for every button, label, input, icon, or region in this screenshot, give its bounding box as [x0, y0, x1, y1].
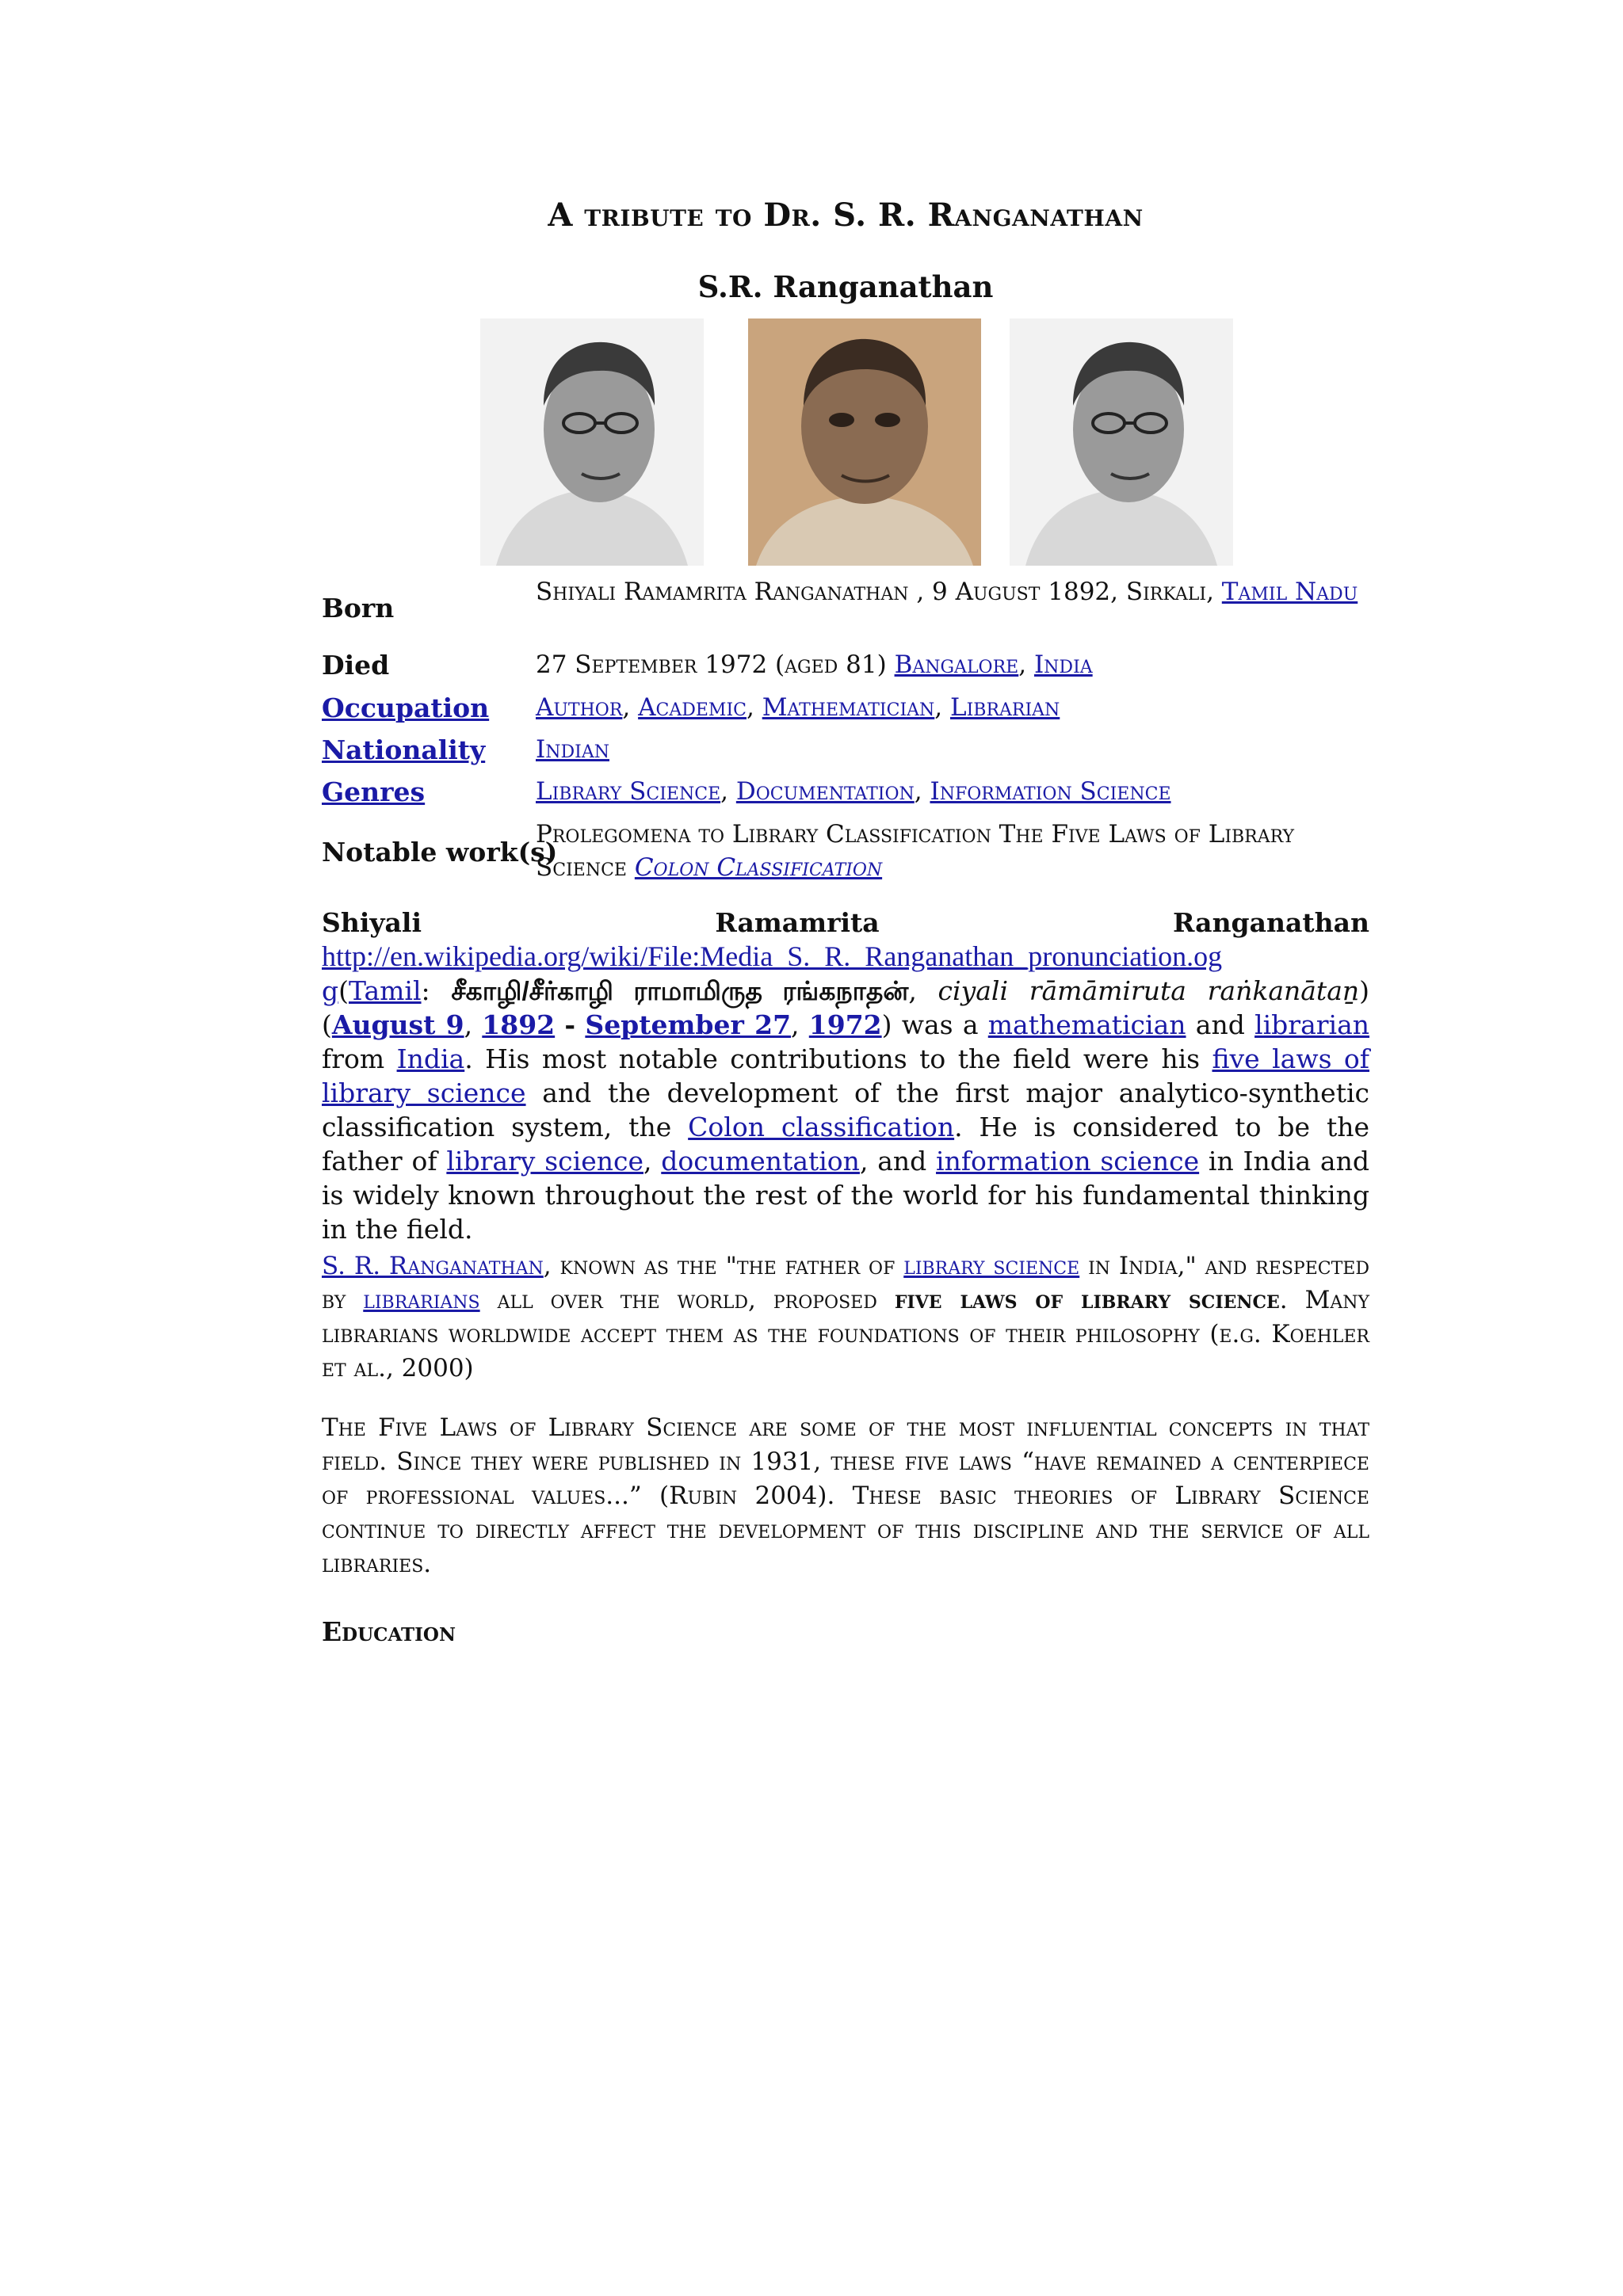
link-tamil-nadu[interactable]: Tamil Nadu [1221, 578, 1358, 606]
died-value: 27 September 1972 (aged 81) Bangalore, India [536, 650, 1093, 679]
pronunciation-url-line [322, 940, 1369, 974]
para2-text-4: . Many librarians worldwide accept them as the foundations of their philosophy (e.g. Koehler et al., 2000) [322, 1286, 1369, 1383]
intro-text-development: and the development of the first major analytico-synthetic classification system, the [322, 1077, 1369, 1142]
link-mathematician-body[interactable]: mathematician [987, 1009, 1186, 1040]
born-value [536, 575, 1369, 608]
transliteration: ciyali rāmāmiruta raṅkanātaṉ [938, 975, 1360, 1006]
died-text: 27 September 1972 (aged 81) [536, 650, 895, 679]
link-documentation[interactable]: Documentation [735, 777, 915, 806]
link-india-body[interactable]: India [396, 1043, 465, 1074]
link-academic[interactable]: Academic [638, 693, 747, 722]
link-sr-ranganathan[interactable]: S. R. Ranganathan [322, 1252, 544, 1280]
link-information-science[interactable]: Information Science [930, 777, 1171, 806]
occupation-value: Author, Academic, Mathematician, Librarian [536, 693, 1060, 722]
link-author[interactable]: Author [536, 693, 623, 722]
page-title: A tribute to Dr. S. R. Ranganathan [548, 196, 1144, 234]
link-india-died[interactable]: India [1033, 650, 1093, 679]
link-librarians[interactable]: librarians [363, 1286, 480, 1314]
para2-text-3: all over the world, proposed [479, 1286, 895, 1314]
link-tamil[interactable]: Tamil [349, 975, 422, 1006]
genres-value: Library Science, Documentation, Information Science [536, 777, 1171, 806]
nationality-label[interactable]: Nationality [322, 734, 486, 765]
died-label: Died [322, 650, 390, 681]
link-mathematician[interactable]: Mathematician [762, 693, 935, 722]
para2-text-2: in India," and respected by [322, 1252, 1369, 1314]
link-library-science-body[interactable]: library science [446, 1146, 643, 1177]
genres-label[interactable]: Genres [322, 776, 426, 807]
link-librarian-body[interactable]: librarian [1254, 1009, 1370, 1040]
influence-paragraph: The Five Laws of Library Science are some of the most influential concepts in that field. Since they were published in 1931, these five laws “have remained a centerpiece of professional values...” (Rubin 2004). These basic theories of Library Science continue to directly affect the development of this discipline and the service of all libraries. [322, 1413, 1369, 1578]
link-bangalore[interactable]: Bangalore [894, 650, 1019, 679]
name-last: Ranganathan [1173, 907, 1369, 938]
link-five-laws[interactable]: five laws of library science [322, 1043, 1370, 1108]
link-information-science-body[interactable]: information science [936, 1146, 1200, 1177]
portrait-photos [322, 318, 1369, 566]
link-library-science[interactable]: Library Science [536, 777, 721, 806]
name-first: Shiyali [322, 907, 422, 938]
notable-works-label: Notable work(s) [322, 837, 558, 868]
occupation-label[interactable]: Occupation [322, 692, 490, 723]
link-colon-classification-body[interactable]: Colon classification [688, 1112, 955, 1142]
born-label: Born [322, 593, 395, 624]
notable-works-text: Prolegomena to Library Classification The Five Laws of Library Science [536, 820, 1295, 882]
link-september-27[interactable]: September 27 [585, 1009, 792, 1040]
intro-text-from: from [322, 1043, 397, 1074]
portrait-photo-left [480, 318, 704, 566]
link-1972[interactable]: 1972 [808, 1009, 882, 1040]
pronunciation-link[interactable]: http://en.wikipedia.org/wiki/File:Media_S._R._Ranganathan_pronunciation.og [322, 940, 1223, 972]
link-august-9[interactable]: August 9 [331, 1009, 464, 1040]
portrait-photo-center [748, 318, 981, 566]
tamil-script: சீகாழி/சீர்காழி ராமாமிருத ரங்கநாதன் [451, 976, 909, 1005]
link-colon-classification[interactable]: Colon Classification [634, 853, 883, 882]
intro-text-father: . He is considered to be the father of [322, 1112, 1369, 1177]
pronunciation-link-tail[interactable]: g [322, 975, 339, 1006]
intro-text-and2: , and [859, 1146, 937, 1177]
born-text: Shiyali Ramamrita Ranganathan , 9 August 1892, Sirkali, [536, 578, 1222, 606]
intro-body: g(Tamil: சீகாழி/சீர்காழி ராமாமிருத ரங்கநாதன், ciyali rāmāmiruta raṅkanātaṉ) (August 9, 1892 - September 27, 1972) was a mathematician and librarian from India. His most notable contributions to the field were his five laws of library science and the development of the first major analytico-synthetic classification system, the Colon classification. He is considered to be the father of library science, documentation, and information science in India and is widely known throughout the rest of the world for his fundamental thinking in the field. [322, 975, 1370, 1245]
notable-works-value [536, 818, 1369, 884]
nationality-value [536, 733, 1369, 766]
name-middle: Ramamrita [715, 907, 880, 938]
portrait-photo-right [1010, 318, 1233, 566]
link-librarian[interactable]: Librarian [950, 693, 1060, 722]
link-1892[interactable]: 1892 [482, 1009, 556, 1040]
intro-text-was: was a [892, 1009, 988, 1040]
intro-text-end: in India and is widely known throughout the rest of the world for his fundamental thinking in the field. [322, 1146, 1369, 1245]
para2-text-1: , known as the "the father of [543, 1252, 904, 1280]
five-laws-paragraph [322, 1249, 1369, 1386]
section-heading-education: Education [322, 1616, 456, 1647]
intro-text-contrib: . His most notable contributions to the field were his [464, 1043, 1212, 1074]
intro-name-line [322, 906, 1369, 940]
link-library-science-para2[interactable]: library science [903, 1252, 1080, 1280]
link-documentation-body[interactable]: documentation [661, 1146, 860, 1177]
intro-text-and: and [1186, 1009, 1255, 1040]
link-indian[interactable]: Indian [536, 735, 609, 764]
para2-bold-five-laws: five laws of library science [894, 1286, 1280, 1314]
intro-paragraph [322, 906, 1369, 1246]
page-subtitle: S.R. Ranganathan [697, 269, 994, 304]
